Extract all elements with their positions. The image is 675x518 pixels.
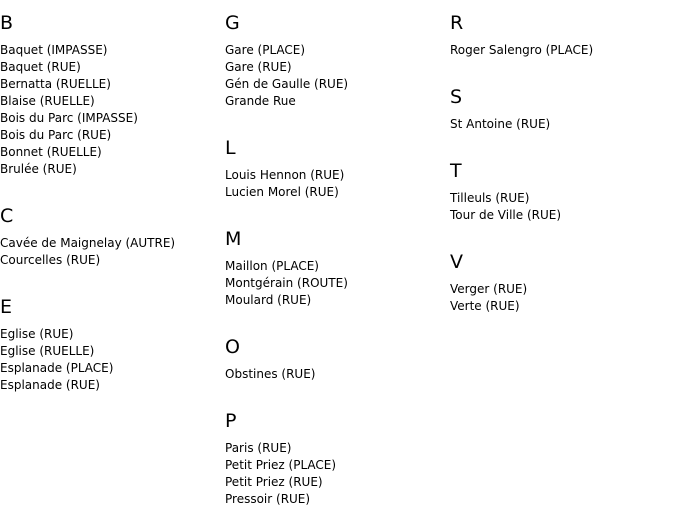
list-item <box>225 93 348 110</box>
section-letter-c: C <box>0 205 14 227</box>
section-letter-t: T <box>450 160 462 182</box>
section-letter-s: S <box>450 86 463 108</box>
street-link[interactable]: Petit Priez (RUE) <box>225 475 323 489</box>
street-list-e <box>0 326 113 394</box>
list-item <box>0 377 113 394</box>
list-item <box>225 59 348 76</box>
street-list-b <box>0 42 138 178</box>
street-link[interactable]: Obstines (RUE) <box>225 367 316 381</box>
street-link[interactable]: Pressoir (RUE) <box>225 492 311 506</box>
street-list-l <box>225 167 344 201</box>
list-item <box>225 366 315 383</box>
section-letter-g: G <box>225 12 240 34</box>
street-link[interactable]: Petit Priez (PLACE) <box>225 458 337 472</box>
street-list-m <box>225 258 348 309</box>
list-item <box>450 207 561 224</box>
list-item <box>450 281 527 298</box>
list-item <box>0 127 138 144</box>
list-item <box>225 42 348 59</box>
street-link[interactable]: Esplanade (PLACE) <box>0 361 114 375</box>
list-item <box>225 167 344 184</box>
section-letter-l: L <box>225 137 236 159</box>
list-item <box>0 144 138 161</box>
list-item <box>225 491 336 508</box>
street-link[interactable]: Tour de Ville (RUE) <box>450 208 562 222</box>
list-item <box>0 360 113 377</box>
list-item <box>225 292 348 309</box>
list-item <box>225 258 348 275</box>
list-item <box>0 326 113 343</box>
street-list-p <box>225 440 336 508</box>
street-link[interactable]: Gén de Gaulle (RUE) <box>225 77 349 91</box>
street-list-o <box>225 366 315 383</box>
street-link[interactable]: Baquet (RUE) <box>0 60 81 74</box>
section-letter-o: O <box>225 336 240 358</box>
street-list-g <box>225 42 348 110</box>
street-link[interactable]: Grande Rue <box>225 94 296 108</box>
street-link[interactable]: Eglise (RUELLE) <box>0 344 95 358</box>
street-link[interactable]: Bois du Parc (RUE) <box>0 128 112 142</box>
list-item <box>0 110 138 127</box>
street-link[interactable]: Bois du Parc (IMPASSE) <box>0 111 138 125</box>
street-list-s <box>450 116 550 133</box>
list-item <box>0 59 138 76</box>
list-item <box>225 440 336 457</box>
list-item <box>0 161 138 178</box>
list-item <box>450 298 527 315</box>
street-link[interactable]: Cavée de Maignelay (AUTRE) <box>0 236 176 250</box>
street-link[interactable]: Brulée (RUE) <box>0 162 77 176</box>
list-item <box>0 235 175 252</box>
street-link[interactable]: Courcelles (RUE) <box>0 253 101 267</box>
street-link[interactable]: Maillon (PLACE) <box>225 259 319 273</box>
list-item <box>0 76 138 93</box>
street-link[interactable]: Moulard (RUE) <box>225 293 312 307</box>
street-link[interactable]: Lucien Morel (RUE) <box>225 185 339 199</box>
street-link[interactable]: Gare (RUE) <box>225 60 292 74</box>
list-item <box>225 457 336 474</box>
list-item <box>450 42 593 59</box>
list-item <box>450 190 561 207</box>
street-link[interactable]: Baquet (IMPASSE) <box>0 43 108 57</box>
section-letter-v: V <box>450 251 463 273</box>
section-letter-p: P <box>225 410 237 432</box>
list-item <box>0 93 138 110</box>
street-link[interactable]: Louis Hennon (RUE) <box>225 168 345 182</box>
street-list-t <box>450 190 561 224</box>
street-list-v <box>450 281 527 315</box>
section-letter-b: B <box>0 12 14 34</box>
street-list-r <box>450 42 593 59</box>
street-link[interactable]: Tilleuls (RUE) <box>450 191 530 205</box>
list-item <box>225 474 336 491</box>
section-letter-e: E <box>0 296 13 318</box>
section-letter-m: M <box>225 228 242 250</box>
section-letter-r: R <box>450 12 464 34</box>
street-link[interactable]: Eglise (RUE) <box>0 327 74 341</box>
list-item <box>0 42 138 59</box>
list-item <box>450 116 550 133</box>
street-link[interactable]: Bonnet (RUELLE) <box>0 145 102 159</box>
street-list-c <box>0 235 175 269</box>
list-item <box>225 76 348 93</box>
street-link[interactable]: Verte (RUE) <box>450 299 520 313</box>
street-link[interactable]: Gare (PLACE) <box>225 43 306 57</box>
list-item <box>0 252 175 269</box>
street-link[interactable]: Montgérain (ROUTE) <box>225 276 348 290</box>
street-link[interactable]: Esplanade (RUE) <box>0 378 100 392</box>
list-item <box>225 275 348 292</box>
list-item <box>225 184 344 201</box>
street-link[interactable]: Paris (RUE) <box>225 441 292 455</box>
street-link[interactable]: St Antoine (RUE) <box>450 117 551 131</box>
street-link[interactable]: Verger (RUE) <box>450 282 528 296</box>
street-link[interactable]: Blaise (RUELLE) <box>0 94 95 108</box>
street-link[interactable]: Roger Salengro (PLACE) <box>450 43 594 57</box>
street-link[interactable]: Bernatta (RUELLE) <box>0 77 111 91</box>
list-item <box>0 343 113 360</box>
